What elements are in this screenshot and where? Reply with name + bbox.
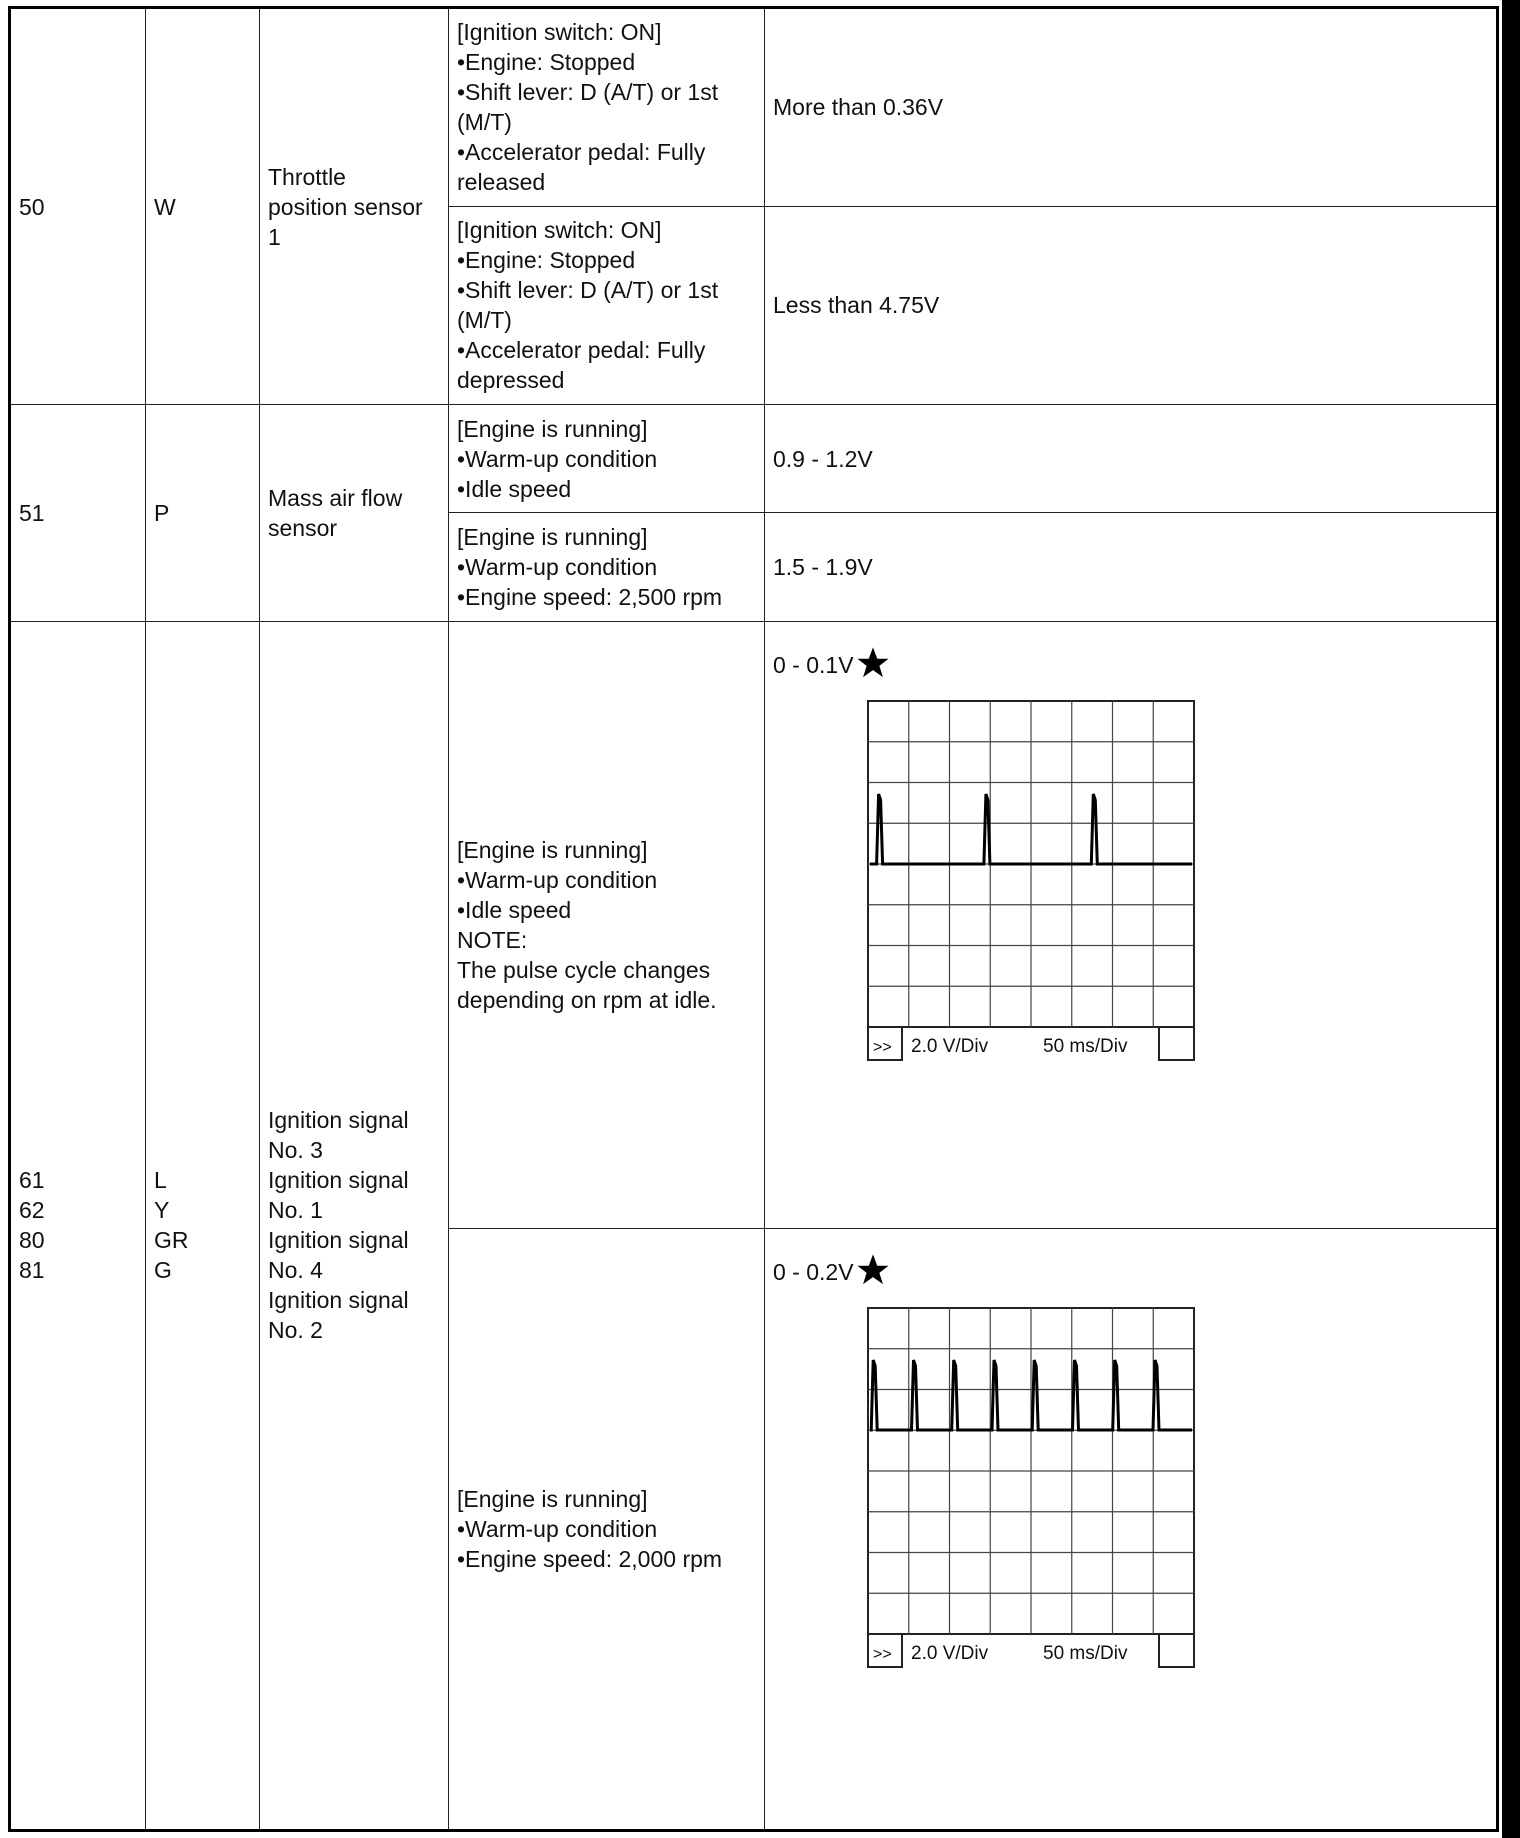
value-cell [765, 621, 1498, 1229]
condition-cell: [Ignition switch: ON] •Engine: Stopped •Shift lever: D (A/T) or 1st (M/T) •Accelerator pedal: Fully released [449, 8, 765, 207]
value-cell: Less than 4.75V [765, 206, 1498, 405]
scope-footer [868, 1634, 1194, 1667]
item-name: Throttle position sensor 1 [260, 8, 449, 405]
value-text: 0 - 0.1V [773, 651, 854, 678]
value-cell: 0.9 - 1.2V [765, 405, 1498, 513]
oscilloscope-waveform-2000rpm [867, 1307, 1197, 1669]
star-icon [856, 1253, 890, 1287]
value-cell: 1.5 - 1.9V [765, 513, 1498, 621]
item-name: Ignition signal No. 3 Ignition signal No. 1 Ignition signal No. 4 Ignition signal No. 2 [260, 621, 449, 1830]
scope-volt-div: 2.0 V/Div [911, 1035, 989, 1057]
table-row [10, 405, 1498, 513]
page-edge-bar [1502, 0, 1520, 1838]
table-row [10, 621, 1498, 1229]
value-cell: More than 0.36V [765, 8, 1498, 207]
scope-time-div: 50 ms/Div [1043, 1035, 1128, 1057]
wire-color: W [146, 8, 260, 405]
value-text: 0 - 0.2V [773, 1259, 854, 1286]
scope-volt-div: 2.0 V/Div [911, 1643, 989, 1665]
scope-arrow-label: >> [873, 1646, 892, 1664]
table-row [10, 8, 1498, 207]
wire-colors: L Y GR G [146, 621, 260, 1830]
scope-time-div: 50 ms/Div [1043, 1643, 1128, 1665]
oscilloscope-waveform-idle [867, 700, 1197, 1062]
scope-footer [868, 1027, 1194, 1060]
terminal-spec-table [8, 6, 1499, 1832]
star-icon [856, 646, 890, 680]
condition-cell: [Engine is running] •Warm-up condition •Engine speed: 2,500 rpm [449, 513, 765, 621]
condition-cell: [Ignition switch: ON] •Engine: Stopped •Shift lever: D (A/T) or 1st (M/T) •Accelerator pedal: Fully depressed [449, 206, 765, 405]
item-name: Mass air flow sensor [260, 405, 449, 622]
scope-screen [868, 1308, 1194, 1634]
terminal-number: 50 [10, 8, 146, 405]
terminal-number: 51 [10, 405, 146, 622]
condition-cell: [Engine is running] •Warm-up condition •Idle speed [449, 405, 765, 513]
value-cell [765, 1229, 1498, 1831]
wire-color: P [146, 405, 260, 622]
condition-cell: [Engine is running] •Warm-up condition •Engine speed: 2,000 rpm [449, 1229, 765, 1831]
terminal-numbers: 61 62 80 81 [10, 621, 146, 1830]
scope-arrow-label: >> [873, 1038, 892, 1056]
condition-cell: [Engine is running] •Warm-up condition •Idle speed NOTE: The pulse cycle changes depending on rpm at idle. [449, 621, 765, 1229]
